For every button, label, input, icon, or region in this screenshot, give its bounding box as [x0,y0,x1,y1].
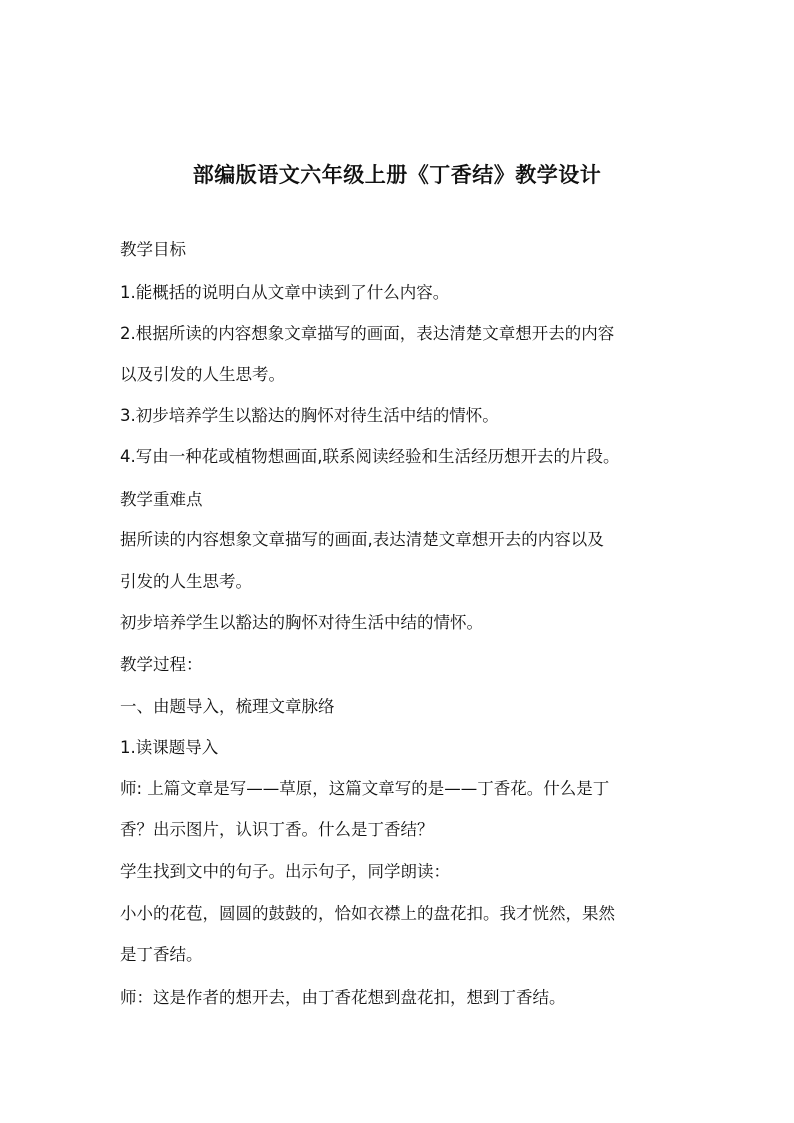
objective-4: 4.写由一种花或植物想画面,联系阅读经验和生活经历想开去的片段。 [120,447,620,466]
teacher-line-1-cont: 香？出示图片，认识丁香。什么是丁香结？ [120,820,434,839]
objective-3: 3.初步培养学生以豁达的胸怀对待生活中结的情怀。 [120,406,499,425]
key-point-2: 初步培养学生以豁达的胸怀对待生活中结的情怀。 [120,613,483,632]
process-step-1: 一、由题导入，梳理文章脉络 [120,697,335,716]
objective-2-cont: 以及引发的人生思考。 [120,365,285,384]
key-point-1: 据所读的内容想象文章描写的画面,表达清楚文章想开去的内容以及 [120,530,604,549]
section-heading-process: 教学过程： [120,655,203,674]
section-heading-objectives: 教学目标 [120,240,186,259]
student-instruction: 学生找到文中的句子。出示句子，同学朗读： [120,862,450,881]
section-heading-key-points: 教学重难点 [120,490,203,509]
teacher-line-1: 师: 上篇文章是写——草原，这篇文章写的是——丁香花。什么是丁 [120,779,610,798]
process-substep-1: 1.读课题导入 [120,738,219,757]
quoted-sentence-cont: 是丁香结。 [120,945,203,964]
teacher-line-2: 师：这是作者的想开去，由丁香花想到盘花扣，想到丁香结。 [120,988,566,1007]
objective-2: 2.根据所读的内容想象文章描写的画面，表达清楚文章想开去的内容 [120,324,615,343]
quoted-sentence: 小小的花苞，圆圆的鼓鼓的，恰如衣襟上的盘花扣。我才恍然，果然 [120,904,615,923]
document-title: 部编版语文六年级上册《丁香结》教学设计 [192,163,602,187]
objective-1: 1.能概括的说明白从文章中读到了什么内容。 [120,283,450,302]
key-point-1-cont: 引发的人生思考。 [120,572,252,591]
